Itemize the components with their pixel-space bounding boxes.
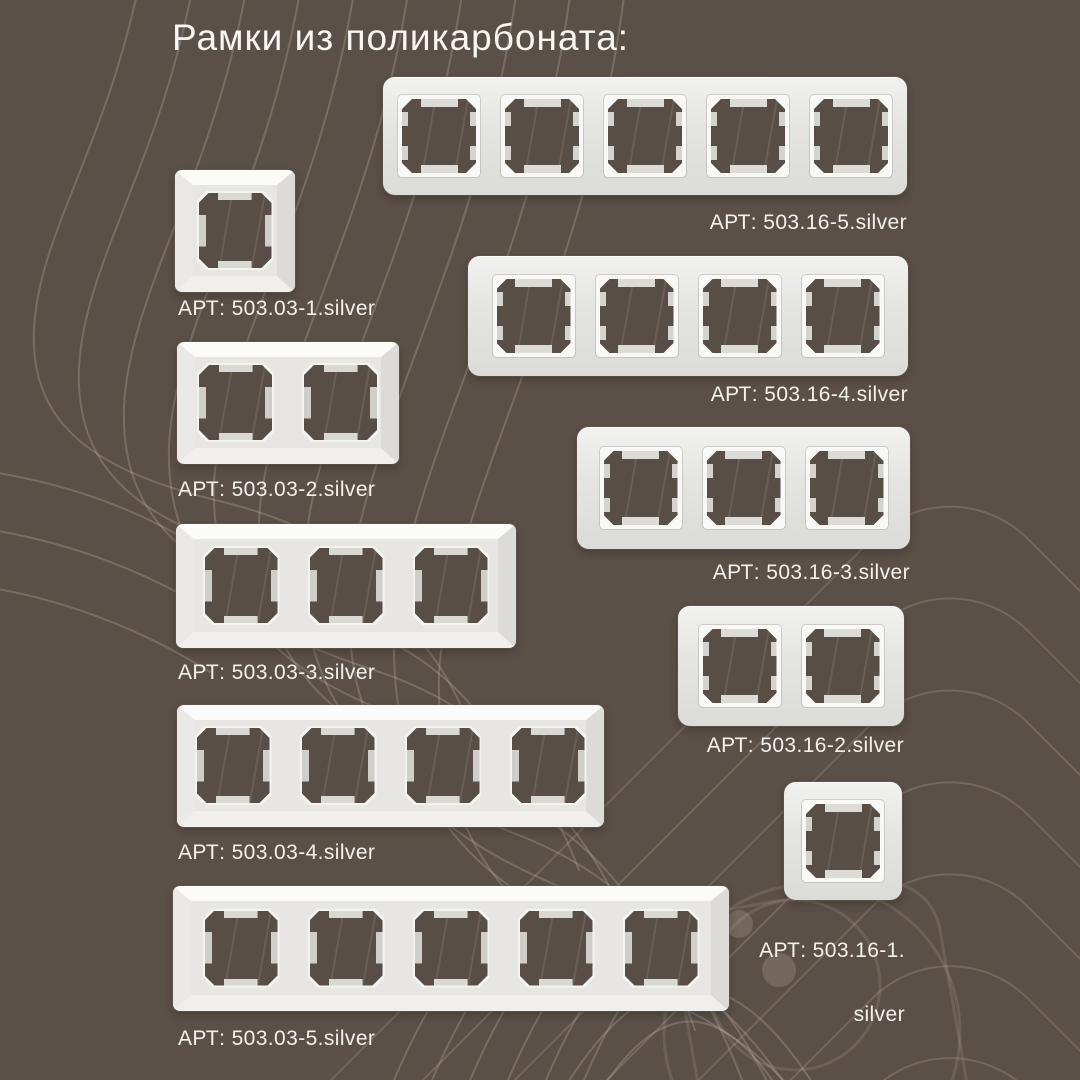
window-opening xyxy=(604,95,686,177)
window-cutout xyxy=(707,451,781,525)
window-opening xyxy=(600,447,682,529)
window-cutout xyxy=(407,728,480,803)
window-cutout xyxy=(197,728,270,803)
window-cutout xyxy=(205,911,278,986)
window-cutout xyxy=(310,548,383,623)
window-opening xyxy=(413,909,490,988)
window-opening xyxy=(518,909,595,988)
window-cutout xyxy=(497,279,571,353)
frame-503-03-1 xyxy=(175,170,295,292)
window-opening xyxy=(707,95,789,177)
frame-windows-row xyxy=(191,901,711,995)
window-cutout xyxy=(814,99,888,173)
product-label-line2: silver xyxy=(853,1003,905,1026)
window-opening xyxy=(802,625,884,707)
frame-windows-row xyxy=(195,357,381,448)
product-label: АРТ: 503.03-4.silver xyxy=(178,841,376,864)
window-opening xyxy=(806,447,888,529)
window-cutout xyxy=(310,911,383,986)
window-cutout xyxy=(302,728,375,803)
window-cutout xyxy=(205,548,278,623)
window-cutout xyxy=(199,365,272,440)
product-label-line1: АРТ: 503.16-1. xyxy=(759,939,905,962)
window-cutout xyxy=(711,99,785,173)
frame-503-16-4 xyxy=(468,256,908,376)
window-opening xyxy=(302,363,379,442)
window-opening xyxy=(810,95,892,177)
window-cutout xyxy=(520,911,593,986)
product-label: АРТ: 503.16-3.silver xyxy=(712,561,910,584)
frame-windows-row xyxy=(678,606,904,726)
window-opening xyxy=(596,275,678,357)
window-opening xyxy=(413,546,490,625)
window-opening xyxy=(300,726,377,805)
window-opening xyxy=(203,546,280,625)
window-cutout xyxy=(604,451,678,525)
product-label xyxy=(690,903,905,1031)
product-label: АРТ: 503.16-5.silver xyxy=(709,211,907,234)
window-cutout xyxy=(703,279,777,353)
window-opening xyxy=(405,726,482,805)
frame-windows-row xyxy=(577,427,910,549)
window-cutout xyxy=(415,911,488,986)
window-opening xyxy=(493,275,575,357)
frame-503-16-1 xyxy=(784,782,902,900)
window-opening xyxy=(203,909,280,988)
frame-503-16-2 xyxy=(678,606,904,726)
window-opening xyxy=(623,909,700,988)
window-cutout xyxy=(703,629,777,703)
window-opening xyxy=(197,363,274,442)
product-label: АРТ: 503.03-1.silver xyxy=(178,297,376,320)
window-cutout xyxy=(806,629,880,703)
frame-503-16-3 xyxy=(577,427,910,549)
window-cutout xyxy=(608,99,682,173)
window-cutout xyxy=(199,193,272,268)
frame-503-03-5 xyxy=(173,886,729,1011)
window-opening xyxy=(197,191,274,270)
frame-503-16-5 xyxy=(383,77,907,195)
window-opening xyxy=(308,546,385,625)
frame-503-03-3 xyxy=(176,524,516,648)
window-opening xyxy=(195,726,272,805)
window-opening xyxy=(308,909,385,988)
product-label: АРТ: 503.03-5.silver xyxy=(178,1027,376,1050)
frame-503-03-2 xyxy=(177,342,399,464)
product-label: АРТ: 503.16-4.silver xyxy=(710,383,908,406)
window-cutout xyxy=(512,728,585,803)
page-title: Рамки из поликарбоната: xyxy=(172,17,630,58)
window-opening xyxy=(510,726,587,805)
window-cutout xyxy=(806,804,880,878)
window-cutout xyxy=(810,451,884,525)
frame-windows-row xyxy=(383,77,907,195)
window-cutout xyxy=(806,279,880,353)
frame-windows-row xyxy=(194,539,498,632)
window-opening xyxy=(699,625,781,707)
product-label: АРТ: 503.03-2.silver xyxy=(178,478,376,501)
frame-windows-row xyxy=(193,185,277,276)
product-label: АРТ: 503.16-2.silver xyxy=(706,734,904,757)
frame-windows-row xyxy=(195,720,586,811)
window-opening xyxy=(802,275,884,357)
window-cutout xyxy=(402,99,476,173)
frame-windows-row xyxy=(784,782,902,900)
window-opening xyxy=(398,95,480,177)
window-cutout xyxy=(415,548,488,623)
window-opening xyxy=(699,275,781,357)
window-cutout xyxy=(304,365,377,440)
window-cutout xyxy=(600,279,674,353)
product-label: АРТ: 503.03-3.silver xyxy=(178,661,376,684)
window-cutout xyxy=(625,911,698,986)
frame-503-03-4 xyxy=(177,705,604,827)
frame-windows-row xyxy=(468,256,908,376)
window-opening xyxy=(703,447,785,529)
window-opening xyxy=(501,95,583,177)
window-cutout xyxy=(505,99,579,173)
window-opening xyxy=(802,800,884,882)
